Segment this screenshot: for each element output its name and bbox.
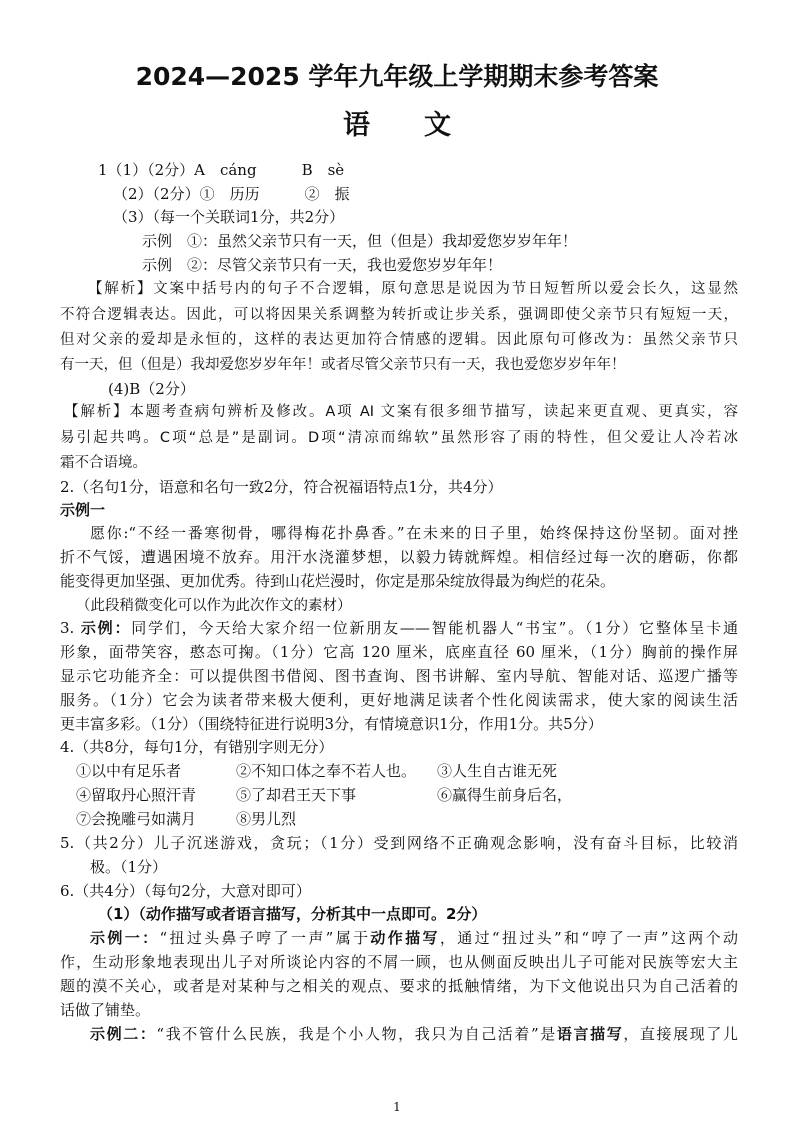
q6-example-2-line-1: 示例二：“我不管什么民族，我是个小人物，我只为自己活着”是语言描写，直接展现了儿 <box>90 1025 738 1043</box>
q4-item-4: ④留取丹心照汗青 <box>76 786 197 804</box>
q3-line-1: 3. 示例：同学们，今天给大家介绍一位新朋友——智能机器人“书宝”。（1分）它整体呈卡通 <box>60 619 738 637</box>
q6-header: 6.（共4分）（每句2分，大意对即可） <box>60 882 311 900</box>
q4-item-8: ⑧男儿烈 <box>236 810 297 828</box>
q6-example-1-line-3: 题的漠不关心，或者是对某种与之相关的观点、要求的抵触情绪，为下文他说出只为自己活着的 <box>60 977 738 995</box>
q1-analysis-line-2: 不符合逻辑表达。因此，可以将因果关系调整为转折或让步关系，强调即使父亲节只有短短一天， <box>60 307 738 323</box>
q3-line-2: 形象，面带笑容，憨态可掬。（1分）它高 120 厘米，底座直径 60 厘米，（1分）胸前的操作屏 <box>60 643 738 661</box>
q6-language-term: 语言描写 <box>556 1025 624 1043</box>
q3-line-3: 显示它功能齐全：可以提供图书借阅、图书查询、图书讲解、室内导航、智能对话、巡逻广播等 <box>60 667 738 685</box>
q6-example-1-line-4: 话做了铺垫。 <box>60 1001 151 1019</box>
page-number: 1 <box>393 1100 401 1114</box>
q2-note: （此段稍微变化可以作为此次作文的素材） <box>76 598 352 614</box>
q4-item-7: ⑦会挽雕弓如满月 <box>76 810 197 828</box>
q2-example-line-1: 愿你:“不经一番寒彻骨，哪得梅花扑鼻香。”在未来的日子里，始终保持这份坚韧。面对挫 <box>90 524 738 542</box>
q3-example-label: 示例： <box>80 619 132 637</box>
q1-4-line: (4)B（2分） <box>108 380 195 398</box>
q4-item-3: ③人生自古谁无死 <box>437 762 558 780</box>
q3-line-5: 更丰富多彩。（1分）（围绕特征进行说明3分，有情境意识1分，作用1分。共5分） <box>60 715 603 733</box>
q6-example-1-line-2: 作，生动形象地表现出儿子对所谈论内容的不屑一顾，也从侧面反映出儿子可能对民族等宏大主 <box>60 953 738 971</box>
q4-item-2: ②不知口体之奉不若人也。 <box>236 762 417 780</box>
q1-4-analysis-line-1: 【解析】本题考查病句辨析及修改。A项 AI 文案有很多细节描写，读起来更直观、更真实，容 <box>64 404 738 420</box>
q1-1-line: 1（1）（2分）A cáng B sè <box>98 161 345 179</box>
q1-2-line: （2）（2分）① 历历 ② 振 <box>113 185 350 203</box>
subject-title: 语 文 <box>343 110 451 141</box>
document-title: 2024—2025 学年九年级上学期期末参考答案 <box>135 62 659 91</box>
q1-analysis-line-3: 但对父亲的爱却是永恒的，这样的表达更加符合情感的逻辑。因此原句可修改为：虽然父亲节只 <box>60 332 738 348</box>
q4-item-6: ⑥赢得生前身后名， <box>437 786 573 804</box>
q6-example-1-line-1: 示例一：“扭过头鼻子哼了一声”属于动作描写，通过“扭过头”和“哼了一声”这两个动 <box>90 929 738 947</box>
q5-line-1: 5.（共2分）儿子沉迷游戏，贪玩；（1分）受到网络不正确观念影响，没有奋斗目标，比较消 <box>60 834 738 852</box>
q2-example-label: 示例一 <box>60 501 106 519</box>
q1-3-line: （3）（每一个关联词1分，共2分） <box>113 208 345 226</box>
q4-item-5: ⑤了却君王天下事 <box>236 786 357 804</box>
q4-header: 4.（共8分，每句1分，有错别字则无分） <box>60 738 334 756</box>
q2-header: 2.（名句1分，语意和名句一致2分，符合祝福语特点1分，共4分） <box>60 478 503 496</box>
q6-action-term: 动作描写 <box>370 929 440 947</box>
q6-example-2-label: 示例二： <box>90 1025 157 1043</box>
q1-3-example-1: 示例 ①：虽然父亲节只有一天，但（但是）我却爱您岁岁年年！ <box>142 232 578 250</box>
q5-line-2: 极。（1分） <box>90 858 168 876</box>
q1-3-example-2: 示例 ②：尽管父亲节只有一天，我也爱您岁岁年年！ <box>142 256 503 274</box>
q6-example-1-label: 示例一： <box>90 929 160 947</box>
q1-4-analysis-line-3: 霜不合语境。 <box>60 455 147 471</box>
q4-item-1: ①以中有足乐者 <box>76 762 182 780</box>
q2-example-line-3: 能变得更加坚强、更加优秀。待到山花烂漫时，你定是那朵绽放得最为绚烂的花朵。 <box>60 572 616 590</box>
q2-example-line-2: 折不气馁，遭遇困境不放弃。用汗水浇灌梦想，以毅力铸就辉煌。相信经过每一次的磨砺，你都 <box>60 548 738 566</box>
q1-analysis-line-4: 有一天，但（但是）我却爱您岁岁年年！或者尽管父亲节只有一天，我也爱您岁岁年年！ <box>60 357 626 373</box>
q6-1-header: （1）（动作描写或者语言描写，分析其中一点即可。2分） <box>98 905 487 923</box>
q3-line-4: 服务。（1分）它会为读者带来极大便利，更好地满足读者个性化阅读需求，使大家的阅读生活 <box>60 691 738 709</box>
q1-analysis-line-1: 【解析】文案中括号内的句子不合逻辑，原句意思是说因为节日短暂所以爱会长久，这显然 <box>88 281 738 297</box>
q1-4-analysis-line-2: 易引起共鸣。C项“总是”是副词。D项“清凉而绵软”虽然形容了雨的特性，但父爱让人冷若冰 <box>60 430 738 446</box>
